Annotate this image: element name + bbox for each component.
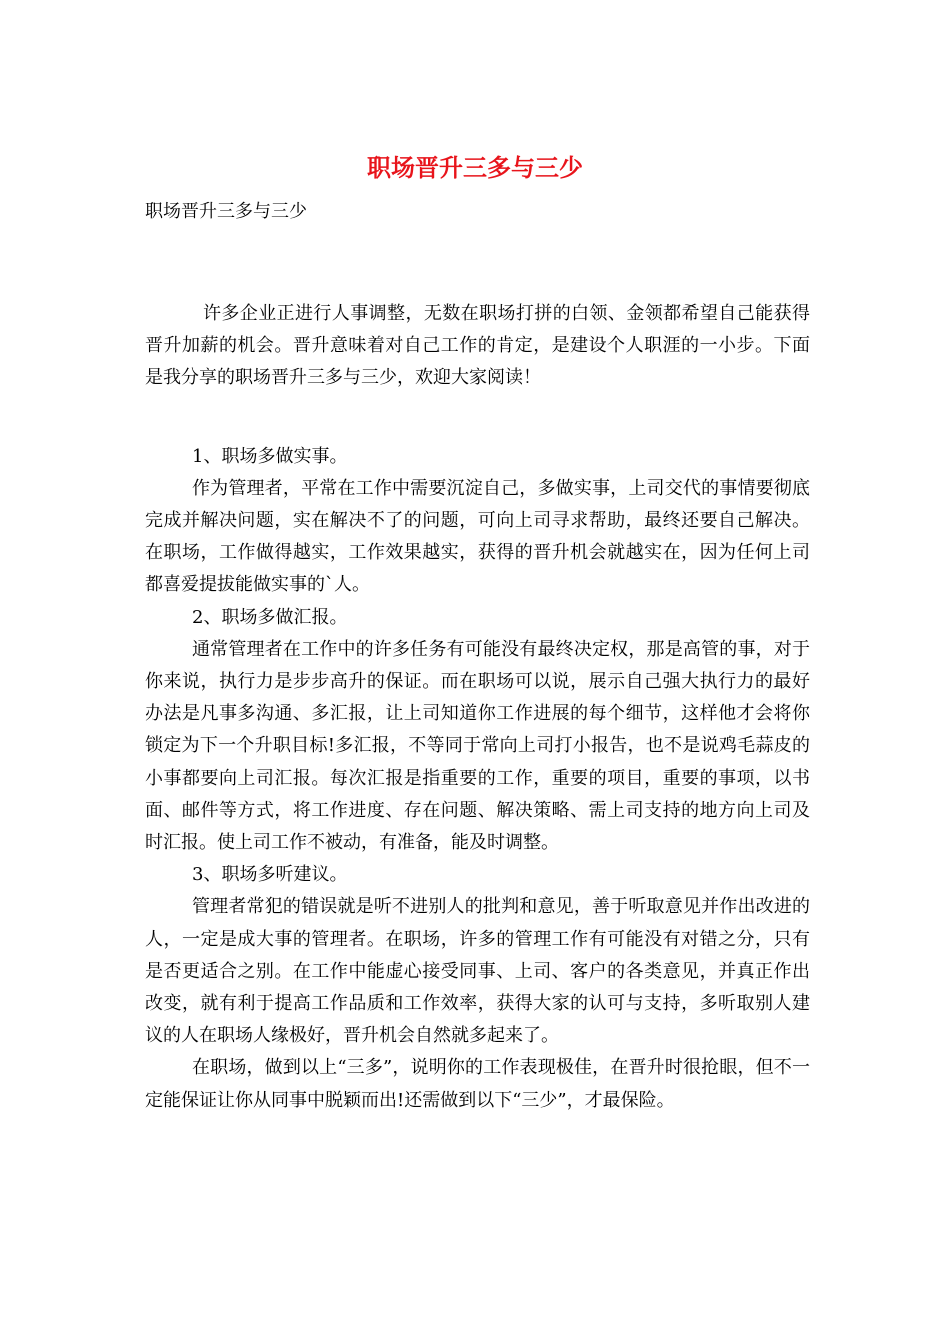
intro-paragraph: 许多企业正进行人事调整，无数在职场打拼的白领、金领都希望自己能获得晋升加薪的机会。晋升意味着对自己工作的肯定，是建设个人职涯的一小步。下面是我分享的职场晋升三多与三少，欢迎大家阅读！ [145, 303, 810, 389]
section-3-paragraph: 管理者常犯的错误就是听不进别人的批判和意见，善于听取意见并作出改进的人，一定是成大事的管理者。在职场，许多的管理工作有可能没有对错之分，只有是否更适合之别。在工作中能虚心接受同事、上司、客户的各类意见，并真正作出改变，就有利于提高工作品质和工作效率，获得大家的认可与支持，多听取别人建议的人在职场人缘极好，晋升机会自然就多起来了。 [145, 896, 810, 1047]
paragraph-gap [145, 395, 810, 441]
document-body [145, 298, 810, 1117]
section-3-heading: 3、职场多听建议。 [192, 864, 348, 886]
section-1-heading: 1、职场多做实事。 [192, 445, 348, 467]
closing-paragraph: 在职场，做到以上“三多”，说明你的工作表现极佳，在晋升时很抢眼，但不一定能保证让你从同事中脱颖而出!还需做到以下“三少”，才最保险。 [145, 1057, 810, 1111]
section-1-paragraph: 作为管理者，平常在工作中需要沉淀自己，多做实事，上司交代的事情要彻底完成并解决问题，实在解决不了的问题，可向上司寻求帮助，最终还要自己解决。在职场，工作做得越实，工作效果越实，获得的晋升机会就越实在，因为任何上司都喜爱提拔能做实事的`人。 [145, 477, 810, 596]
document-title: 职场晋升三多与三少 [367, 153, 583, 182]
section-2-paragraph: 通常管理者在工作中的许多任务有可能没有最终决定权，那是高管的事，对于你来说，执行力是步步高升的保证。而在职场可以说，展示自己强大执行力的最好办法是凡事多沟通、多汇报，让上司知道你工作进展的每个细节，这样他才会将你锁定为下一个升职目标!多汇报，不等同于常向上司打小报告，也不是说鸡毛蒜皮的小事都要向上司汇报。每次汇报是指重要的工作，重要的项目，重要的事项，以书面、邮件等方式，将工作进度、存在问题、解决策略、需上司支持的地方向上司及时汇报。使上司工作不被动，有准备，能及时调整。 [145, 638, 810, 854]
section-2-heading: 2、职场多做汇报。 [192, 606, 348, 628]
document-subtitle: 职场晋升三多与三少 [145, 201, 307, 222]
